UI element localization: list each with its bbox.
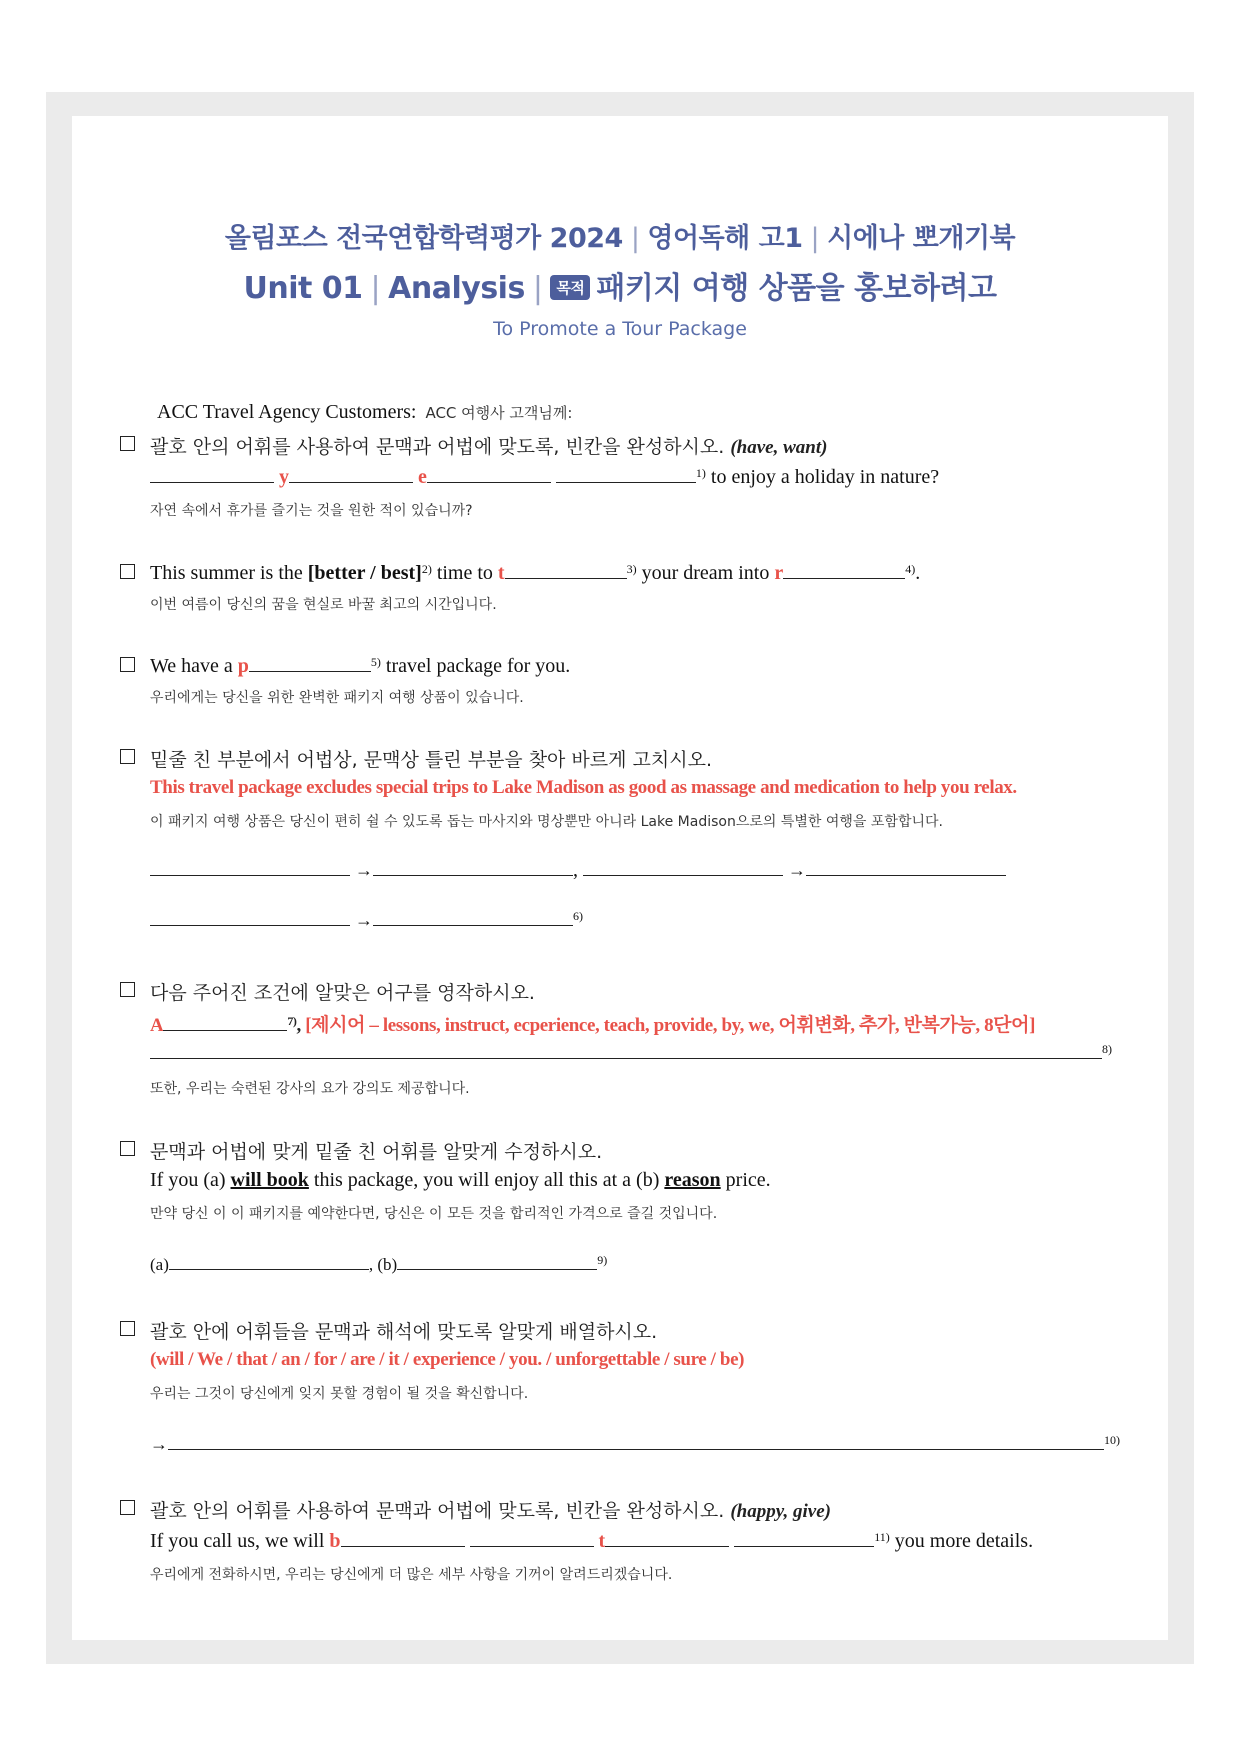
answer-blank[interactable] bbox=[427, 464, 551, 483]
choice-brackets: [better / best] bbox=[307, 562, 422, 584]
question-instruction: 밑줄 친 부분에서 어법상, 문맥상 틀린 부분을 찾아 바르게 고치시오. bbox=[150, 749, 712, 771]
question-instruction: 괄호 안의 어휘를 사용하여 문맥과 어법에 맞도록, 빈칸을 완성하시오. (happy, give) bbox=[150, 1500, 831, 1522]
checkbox-icon[interactable] bbox=[120, 657, 135, 672]
greeting-en: ACC Travel Agency Customers: bbox=[157, 401, 417, 423]
korean-translation: 이 패키지 여행 상품은 당신이 편히 쉴 수 있도록 돕는 마사지와 명상뿐만 아니라 Lake Madison으로의 특별한 여행을 포함합니다. bbox=[150, 814, 943, 830]
question-sentence: We have a p $^{5)}$ travel package for you. bbox=[150, 655, 571, 677]
answer-blank[interactable] bbox=[734, 1528, 874, 1547]
answer-blank[interactable] bbox=[168, 1431, 1104, 1450]
unit-title: Unit 01 | Analysis | 목적 패키지 여행 상품을 홍보하려고 bbox=[243, 271, 997, 306]
condition-line: A $^{7)}$, [제시어 – lessons, instruct, ecperience, teach, provide, by, we, 어휘변화, 추가, 반복가능, 8단어] bbox=[150, 1014, 1036, 1036]
answer-blank[interactable] bbox=[397, 1251, 597, 1270]
answer-blank[interactable] bbox=[150, 464, 274, 483]
arrow-icon: → bbox=[788, 860, 806, 880]
purpose-badge: 목적 bbox=[550, 275, 590, 300]
answer-blank[interactable] bbox=[470, 1528, 594, 1547]
answer-blank[interactable] bbox=[556, 464, 696, 483]
answer-row: → $^{10)}$ bbox=[150, 1433, 1120, 1454]
answer-blank[interactable] bbox=[783, 560, 905, 579]
korean-translation: 또한, 우리는 숙련된 강사의 요가 강의도 제공합니다. bbox=[150, 1081, 470, 1097]
korean-translation: 우리는 그것이 당신에게 잊지 못할 경험이 될 것을 확신합니다. bbox=[150, 1386, 529, 1402]
answer-blank[interactable] bbox=[249, 653, 371, 672]
answer-blank[interactable] bbox=[341, 1528, 465, 1547]
checkbox-icon[interactable] bbox=[120, 982, 135, 997]
answer-blank[interactable] bbox=[169, 1251, 369, 1270]
unit-number: Unit 01 bbox=[243, 271, 363, 306]
answer-blank[interactable] bbox=[373, 907, 573, 926]
korean-translation: 만약 당신 이 이 패키지를 예약한다면, 당신은 이 모든 것을 합리적인 가격으로 즐길 것입니다. bbox=[150, 1206, 718, 1222]
answer-row-2: → $^{6)}$ bbox=[150, 907, 583, 932]
unit-subtitle: To Promote a Tour Package bbox=[493, 318, 747, 340]
question-instruction: 문맥과 어법에 맞게 밑줄 친 어휘를 알맞게 수정하시오. bbox=[150, 1141, 603, 1163]
question-sentence: If you call us, we will b t $^{11)}$ you more details. bbox=[150, 1530, 1034, 1552]
letter-greeting bbox=[157, 401, 572, 424]
question-sentence: This summer is the [better / best]$^{2)}$ time to t $^{3)}$ your dream into r $^{4)}$. bbox=[150, 562, 921, 584]
answer-blank[interactable] bbox=[150, 857, 350, 876]
answer-blank[interactable] bbox=[150, 907, 350, 926]
answer-blank[interactable] bbox=[163, 1012, 287, 1031]
arrow-icon: → bbox=[355, 910, 373, 930]
korean-translation: 우리에게는 당신을 위한 완벽한 패키지 여행 상품이 있습니다. bbox=[150, 690, 524, 706]
korean-translation: 이번 여름이 당신의 꿈을 현실로 바꿀 최고의 시간입니다. bbox=[150, 597, 497, 613]
word-conditions: [제시어 – lessons, instruct, ecperience, teach, provide, by, we, 어휘변화, 추가, 반복가능, 8단어] bbox=[305, 1015, 1036, 1036]
book-name: 시에나 뽀개기북 bbox=[827, 223, 1016, 254]
korean-translation: 우리에게 전화하시면, 우리는 당신에게 더 많은 세부 사항을 기꺼이 알려드리겠습니다. bbox=[150, 1567, 673, 1583]
answer-blank[interactable] bbox=[289, 464, 413, 483]
unit-topic: 패키지 여행 상품을 홍보하려고 bbox=[596, 271, 997, 306]
book-series: 올림포스 전국연합학력평가 2024 bbox=[224, 223, 623, 254]
question-instruction: 괄호 안에 어휘들을 문맥과 해석에 맞도록 알맞게 배열하시오. bbox=[150, 1321, 658, 1343]
question-sentence: y e $^{1)}$ to enjoy a holiday in nature? bbox=[150, 464, 939, 489]
korean-translation: 자연 속에서 휴가를 즐기는 것을 원한 적이 있습니까? bbox=[150, 503, 473, 519]
arrow-icon: → bbox=[150, 1434, 168, 1454]
answer-row: 8) bbox=[150, 1040, 1112, 1065]
checkbox-icon[interactable] bbox=[120, 749, 135, 764]
checkbox-icon[interactable] bbox=[120, 564, 135, 579]
checkbox-icon[interactable] bbox=[120, 436, 135, 451]
book-subject: 영어독해 고1 bbox=[647, 223, 803, 254]
answer-blank[interactable] bbox=[605, 1528, 729, 1547]
checkbox-icon[interactable] bbox=[120, 1141, 135, 1156]
answer-blank[interactable] bbox=[806, 857, 1006, 876]
answer-blank[interactable] bbox=[505, 560, 627, 579]
answer-blank[interactable] bbox=[373, 857, 573, 876]
answer-row-1: → , → bbox=[150, 857, 1006, 882]
question-instruction: 다음 주어진 조건에 알맞은 어구를 영작하시오. bbox=[150, 982, 535, 1004]
answer-row: (a) , (b) $^{9)}$ bbox=[150, 1253, 608, 1274]
vocab-hint: (happy, give) bbox=[730, 1501, 831, 1522]
question-instruction: 괄호 안의 어휘를 사용하여 문맥과 어법에 맞도록, 빈칸을 완성하시오. (have, want) bbox=[150, 436, 828, 458]
answer-blank[interactable] bbox=[150, 1040, 1102, 1059]
arrow-icon: → bbox=[355, 860, 373, 880]
question-sentence: If you (a) will book this package, you will enjoy all this at a (b) reason price. bbox=[150, 1169, 771, 1191]
vocab-hint: (have, want) bbox=[730, 437, 828, 458]
greeting-ko: ACC 여행사 고객님께: bbox=[425, 404, 573, 422]
word-list: (will / We / that / an / for / are / it / experience / you. / unforgettable / sure / be) bbox=[150, 1349, 745, 1370]
unit-section: Analysis bbox=[388, 271, 525, 306]
checkbox-icon[interactable] bbox=[120, 1321, 135, 1336]
error-sentence: This travel package excludes special trips to Lake Madison as good as massage and medication to help you relax. bbox=[150, 777, 1017, 798]
book-title: 올림포스 전국연합학력평가 2024 | 영어독해 고1 | 시에나 뽀개기북 bbox=[224, 223, 1016, 254]
checkbox-icon[interactable] bbox=[120, 1500, 135, 1515]
answer-blank[interactable] bbox=[583, 857, 783, 876]
